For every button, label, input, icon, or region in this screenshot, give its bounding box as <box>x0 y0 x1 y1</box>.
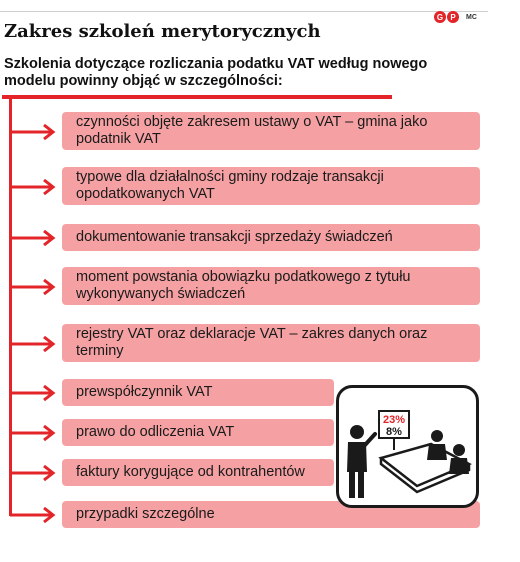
list-item-text: typowe dla działalności gminy rodzaje transakcji opodatkowanych VAT <box>76 169 384 202</box>
list-item-text: faktury korygujące od kontrahentów <box>76 464 305 480</box>
list-item-box <box>62 224 480 251</box>
list-item-box <box>62 459 334 486</box>
list-item-text: przypadki szczególne <box>76 506 215 522</box>
list-item-box <box>62 419 334 446</box>
arrow-right-icon <box>10 465 60 481</box>
list-item-text: prawo do odliczenia VAT <box>76 424 235 440</box>
top-rule <box>0 11 488 12</box>
list-item-text: czynności objęte zakresem ustawy o VAT – gmina jako podatnik VAT <box>76 114 428 147</box>
presentation-icon <box>339 388 476 505</box>
arrow-right-icon <box>10 507 60 523</box>
arrow-right-icon <box>10 124 60 140</box>
list-item-box <box>62 324 480 362</box>
list-item-box <box>62 167 480 205</box>
meeting-illustration <box>336 385 479 508</box>
arrow-right-icon <box>10 425 60 441</box>
page-title: Zakres szkoleń merytorycznych <box>4 21 321 42</box>
logo-letter-g: G <box>434 11 446 23</box>
list-item-box <box>62 267 480 305</box>
logo-letter-p: P <box>447 11 459 23</box>
arrow-right-icon <box>10 385 60 401</box>
list-item-text: rejestry VAT oraz deklaracje VAT – zakres danych oraz terminy <box>76 326 428 359</box>
arrow-right-icon <box>10 279 60 295</box>
connector-spine <box>9 99 12 516</box>
list-item-text: moment powstania obowiązku podatkowego z tytułu wykonywanych świadczeń <box>76 269 411 302</box>
list-item-box <box>62 379 334 406</box>
arrow-right-icon <box>10 230 60 246</box>
board-value-2: 8% <box>386 426 402 438</box>
list-item-text: prewspółczynnik VAT <box>76 384 213 400</box>
list-item-box <box>62 112 480 150</box>
author-credit: MC <box>466 14 477 21</box>
list-item-text: dokumentowanie transakcji sprzedaży świadczeń <box>76 229 393 245</box>
publisher-logo <box>434 11 459 23</box>
title-underline <box>2 95 392 99</box>
page-subtitle: Szkolenia dotyczące rozliczania podatku VAT według nowego modelu powinny objąć w szczególności: <box>4 56 428 89</box>
arrow-right-icon <box>10 336 60 352</box>
arrow-right-icon <box>10 179 60 195</box>
board-value-1: 23% <box>382 414 406 426</box>
